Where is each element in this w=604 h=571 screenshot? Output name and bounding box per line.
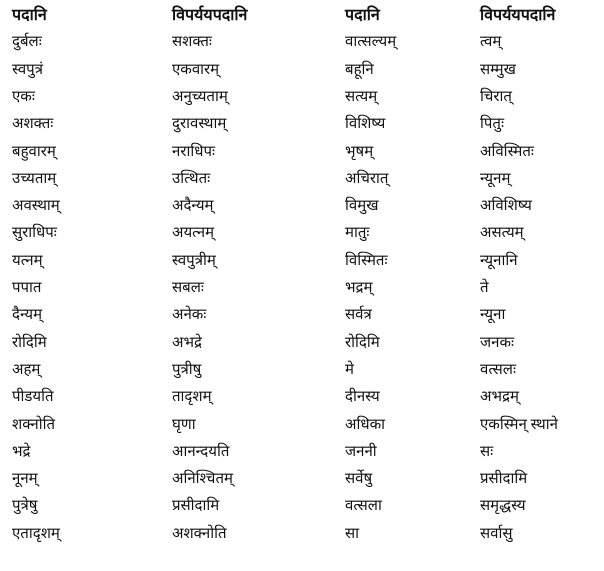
antonym-cell: न्यूनानि	[480, 252, 518, 269]
column-header: विपर्ययपदानि	[480, 7, 556, 24]
antonym-cell: एकस्मिन् स्थाने	[480, 416, 558, 433]
antonym-cell: स्वपुत्रीम्	[172, 252, 216, 269]
word-cell: पुत्रेषु	[12, 498, 38, 515]
word-cell: बहुवारम्	[12, 143, 56, 160]
word-cell: भद्रे	[12, 443, 31, 460]
table-row	[0, 412, 604, 439]
word-cell: अचिरात्	[345, 170, 389, 187]
antonym-cell: अदैन्यम्	[172, 198, 214, 215]
word-cell: नूनम्	[12, 471, 38, 488]
word-cell: एकः	[12, 88, 35, 105]
word-cell: रोदिमि	[345, 334, 380, 351]
table-row	[0, 84, 604, 111]
table-row	[0, 493, 604, 520]
table-row	[0, 248, 604, 275]
word-cell: रोदिमि	[12, 334, 47, 351]
antonym-cell: ते	[480, 280, 489, 296]
word-cell: पपात	[12, 280, 42, 296]
antonym-cell: चिरात्	[480, 88, 512, 105]
antonym-cell: उत्थितः	[172, 170, 211, 187]
word-cell: दैन्यम्	[12, 307, 43, 324]
table-row	[0, 521, 604, 548]
table-row	[0, 357, 604, 384]
antonym-cell: जनकः	[480, 334, 515, 351]
word-cell: विस्मितः	[345, 252, 388, 269]
antonym-cell: सम्मुख	[480, 61, 516, 78]
word-cell: उच्यताम्	[12, 170, 57, 187]
word-cell: सत्यम्	[345, 88, 378, 105]
antonym-cell: नराधिपः	[172, 143, 216, 160]
word-cell: वत्सला	[345, 498, 382, 515]
antonym-cell: अनुच्यताम्	[172, 88, 228, 105]
table-row	[0, 275, 604, 302]
antonym-cell: समृद्धस्य	[480, 498, 526, 515]
word-cell: दीनस्य	[345, 389, 380, 406]
word-cell: जननी	[345, 443, 377, 460]
antonym-cell: सः	[480, 443, 494, 460]
table-row	[0, 166, 604, 193]
word-cell: सर्वेषु	[345, 471, 373, 488]
table-row	[0, 139, 604, 166]
antonym-cell: अविस्मितः	[480, 143, 534, 160]
column-header: विपर्ययपदानि	[172, 7, 248, 24]
word-cell: मे	[345, 361, 354, 378]
word-cell: स्वपुत्रं	[12, 61, 43, 78]
word-cell: शक्नोति	[12, 416, 56, 433]
table-header	[0, 2, 604, 29]
word-cell: मातुः	[345, 225, 370, 242]
antonym-cell: अयत्नम्	[172, 225, 215, 242]
antonym-cell: घृणा	[172, 416, 196, 433]
table-row	[0, 193, 604, 220]
word-cell: दुर्बलः	[12, 34, 42, 51]
table-row	[0, 57, 604, 84]
table-row	[0, 384, 604, 411]
word-cell: यत्नम्	[12, 252, 43, 269]
table-row	[0, 466, 604, 493]
antonym-cell: पितुः	[480, 116, 504, 133]
antonym-cell: न्यूनम्	[480, 170, 511, 187]
column-header: पदानि	[345, 7, 380, 24]
word-cell: भृषम्	[345, 143, 374, 160]
antonym-cell: अनेकः	[172, 307, 207, 324]
antonym-cell: अनिश्चितम्	[172, 471, 233, 488]
word-cell: विशिष्य	[345, 116, 386, 133]
antonym-cell: अविशिष्य	[480, 198, 532, 215]
antonym-cell: वत्सलः	[480, 361, 516, 378]
antonym-cell: सशक्तः	[172, 34, 212, 51]
word-cell: अधिका	[345, 416, 385, 433]
antonym-cell: त्वम्	[480, 34, 502, 51]
word-cell: वात्सल्यम्	[345, 34, 397, 51]
antonym-cell: प्रसीदामि	[172, 498, 220, 515]
word-cell: भद्रम्	[345, 280, 373, 296]
antonym-cell: दुरावस्थाम्	[172, 116, 227, 133]
column-header: पदानि	[12, 7, 47, 24]
antonym-cell: प्रसीदामि	[480, 471, 528, 488]
antonym-cell: सर्वासु	[480, 525, 513, 542]
word-cell: एतादृशम्	[12, 525, 60, 542]
table-row	[0, 111, 604, 138]
antonym-cell: न्यूना	[480, 307, 506, 324]
word-cell: अवस्थाम्	[12, 198, 60, 215]
table-row	[0, 302, 604, 329]
antonym-cell: एकवारम्	[172, 61, 220, 78]
word-cell: अशक्तः	[12, 116, 54, 133]
antonym-cell: तादृशम्	[172, 389, 212, 406]
antonym-cell: अशक्नोति	[172, 525, 227, 542]
word-cell: पीडयति	[12, 389, 54, 406]
word-cell: सा	[345, 525, 360, 542]
word-cell: बहूनि	[345, 61, 374, 78]
table-row	[0, 220, 604, 247]
antonym-cell: पुत्रीषु	[172, 361, 202, 378]
antonym-cell: आनन्दयति	[172, 443, 230, 460]
table-row	[0, 29, 604, 56]
antonym-cell: असत्यम्	[480, 225, 524, 242]
antonym-cell: अभद्रे	[172, 334, 202, 351]
word-cell: सुराधिपः	[12, 225, 57, 242]
word-cell: अहम्	[12, 361, 41, 378]
table-row	[0, 330, 604, 357]
antonym-cell: सबलः	[172, 280, 204, 296]
word-cell: सर्वत्र	[345, 307, 372, 324]
table-row	[0, 439, 604, 466]
antonym-cell: अभद्रम्	[480, 389, 519, 406]
word-cell: विमुख	[345, 198, 379, 215]
